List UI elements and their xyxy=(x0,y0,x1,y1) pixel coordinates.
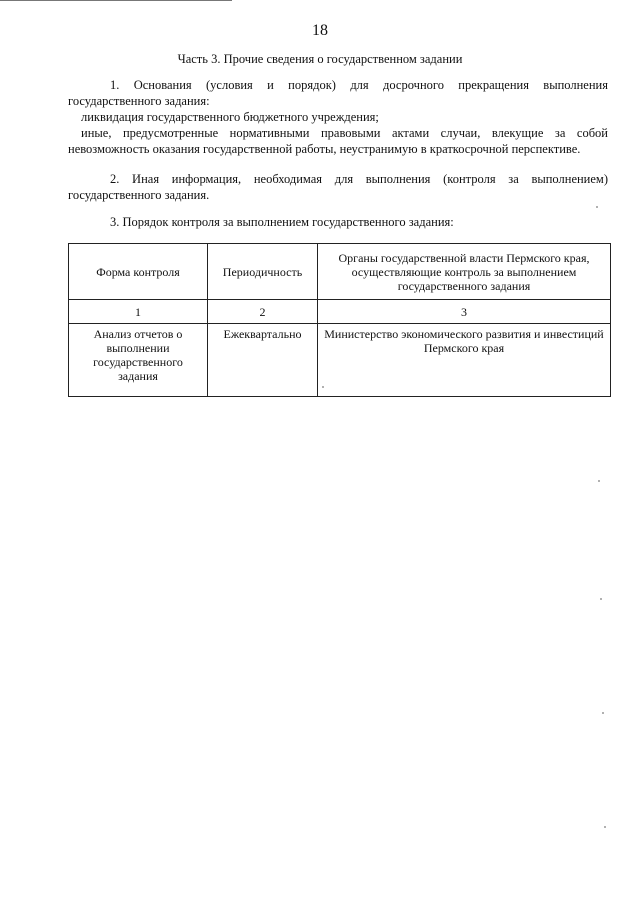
section-1-line-4: иные, предусмотренные нормативными правовыми актами случаи, влекущие за собой xyxy=(81,126,608,140)
scan-speck xyxy=(598,480,600,482)
table-row xyxy=(69,324,611,397)
control-table xyxy=(68,243,611,397)
scan-speck xyxy=(322,386,324,388)
section-1-line-3: ликвидация государственного бюджетного учреждения; xyxy=(81,110,379,124)
table-header-row xyxy=(69,244,611,300)
cell-authority: Министерство экономического развития и инвестиций Пермского края xyxy=(318,324,611,397)
section-2-line-2: государственного задания. xyxy=(68,188,210,202)
scan-speck xyxy=(596,206,598,208)
cell-periodicity: Ежеквартально xyxy=(208,324,318,397)
header-periodicity: Периодичность xyxy=(208,244,318,300)
section-1 xyxy=(68,77,608,157)
section-1-line-1: 1. Основания (условия и порядок) для досрочного прекращения выполнения xyxy=(110,78,608,92)
table-number-row xyxy=(69,300,611,324)
page-number: 18 xyxy=(312,22,328,39)
header-authorities: Органы государственной власти Пермского края, осуществляющие контроль за выполнением государственного задания xyxy=(318,244,611,300)
column-number-3: 3 xyxy=(318,300,611,324)
scan-speck xyxy=(604,826,606,828)
cell-control-form: Анализ отчетов о выполнении государственного задания xyxy=(69,324,208,397)
column-number-1: 1 xyxy=(69,300,208,324)
scan-speck xyxy=(602,712,604,714)
section-1-line-2: государственного задания: xyxy=(68,94,210,108)
part-title: Часть 3. Прочие сведения о государственном задании xyxy=(177,52,463,66)
section-2 xyxy=(68,171,608,203)
top-rule xyxy=(0,0,232,1)
section-3-heading: 3. Порядок контроля за выполнением государственного задания: xyxy=(110,215,454,229)
column-number-2: 2 xyxy=(208,300,318,324)
header-control-form: Форма контроля xyxy=(69,244,208,300)
section-1-line-5: невозможность оказания государственной работы, неустранимую в краткосрочной перспективе. xyxy=(68,142,581,156)
section-2-line-1: 2. Иная информация, необходимая для выполнения (контроля за выполнением) xyxy=(110,172,608,186)
section-3 xyxy=(68,214,608,230)
scan-speck xyxy=(600,598,602,600)
